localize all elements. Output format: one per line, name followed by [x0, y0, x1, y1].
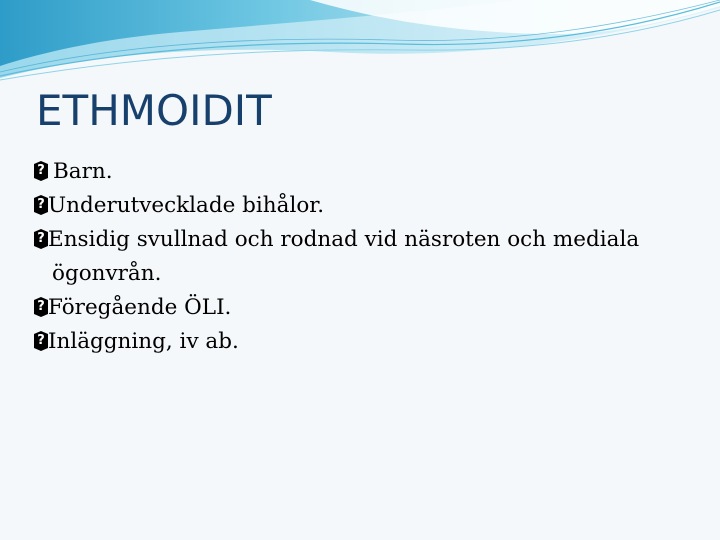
list-item [34, 291, 694, 325]
bullet-text: Föregående ÖLI. [48, 295, 232, 320]
bullet-text: Barn. [53, 159, 113, 184]
bullet-text [48, 223, 639, 291]
bullet-list [34, 155, 694, 359]
list-item [34, 189, 694, 223]
list-item [34, 223, 694, 291]
missing-glyph-icon [34, 161, 48, 181]
list-item [34, 325, 694, 359]
missing-glyph-icon [34, 331, 48, 351]
bullet-text: Inläggning, iv ab. [48, 329, 239, 354]
bullet-text-continuation: ögonvrån. [52, 261, 162, 286]
slide-title: ETHMOIDIT [36, 86, 272, 135]
missing-glyph-icon [34, 297, 48, 317]
bullet-text: Underutvecklade bihålor. [48, 193, 325, 218]
header-wave-decoration [0, 0, 720, 90]
list-item [34, 155, 694, 189]
missing-glyph-icon [34, 229, 48, 249]
bullet-text-line: Ensidig svullnad och rodnad vid näsroten och mediala [48, 227, 640, 252]
missing-glyph-icon [34, 195, 48, 215]
